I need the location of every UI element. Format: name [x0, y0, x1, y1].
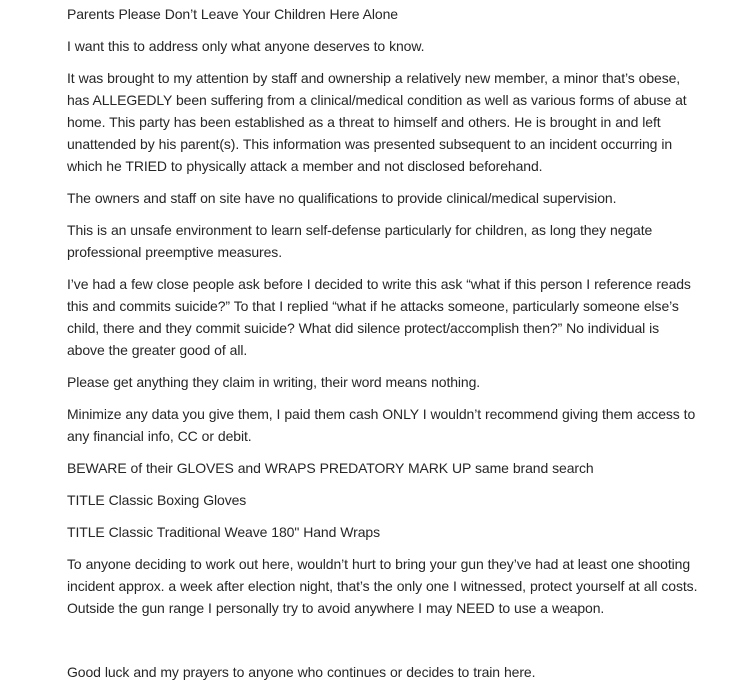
document-page: [67, 3, 699, 693]
paragraph: This is an unsafe environment to learn self-defense particularly for children, as long they negate professional preemptive measures.: [67, 222, 653, 260]
paragraph: TITLE Classic Boxing Gloves: [67, 492, 247, 508]
paragraph: It was brought to my attention by staff and ownership a relatively new member, a minor that’s obese, has ALLEGEDLY been suffering from a clinical/medical condition as well as various forms of abuse at home. This party has been established as a threat to himself and others. He is brought in and left unattended by his parent(s). This information was presented subsequent to an incident occurring in which he TRIED to physically attack a member and not disclosed beforehand.: [67, 70, 687, 174]
paragraph: BEWARE of their GLOVES and WRAPS PREDATORY MARK UP same brand search: [67, 460, 594, 476]
paragraph: I want this to address only what anyone deserves to know.: [67, 38, 425, 54]
paragraph: Please get anything they claim in writing, their word means nothing.: [67, 374, 481, 390]
blank-paragraph: [67, 629, 699, 651]
paragraph: The owners and staff on site have no qualifications to provide clinical/medical supervision.: [67, 190, 617, 206]
paragraph: I’ve had a few close people ask before I decided to write this ask “what if this person I reference reads this and commits suicide?” To that I replied “what if he attacks someone, particularly someone else’s child, there and they commit suicide? What did silence protect/accomplish then?” No individual is above the greater good of all.: [67, 276, 691, 358]
document-title-line: Parents Please Don’t Leave Your Children Here Alone: [67, 6, 398, 22]
paragraph: Minimize any data you give them, I paid them cash ONLY I wouldn’t recommend giving them access to any financial info, CC or debit.: [67, 406, 696, 444]
paragraph: TITLE Classic Traditional Weave 180" Hand Wraps: [67, 524, 380, 540]
paragraph: Good luck and my prayers to anyone who continues or decides to train here.: [67, 664, 536, 680]
paragraph: To anyone deciding to work out here, wouldn’t hurt to bring your gun they’ve had at least one shooting incident approx. a week after election night, that’s the only one I witnessed, protect yourself at all costs. Outside the gun range I personally try to avoid anywhere I may NEED to use a weapon.: [67, 556, 698, 616]
